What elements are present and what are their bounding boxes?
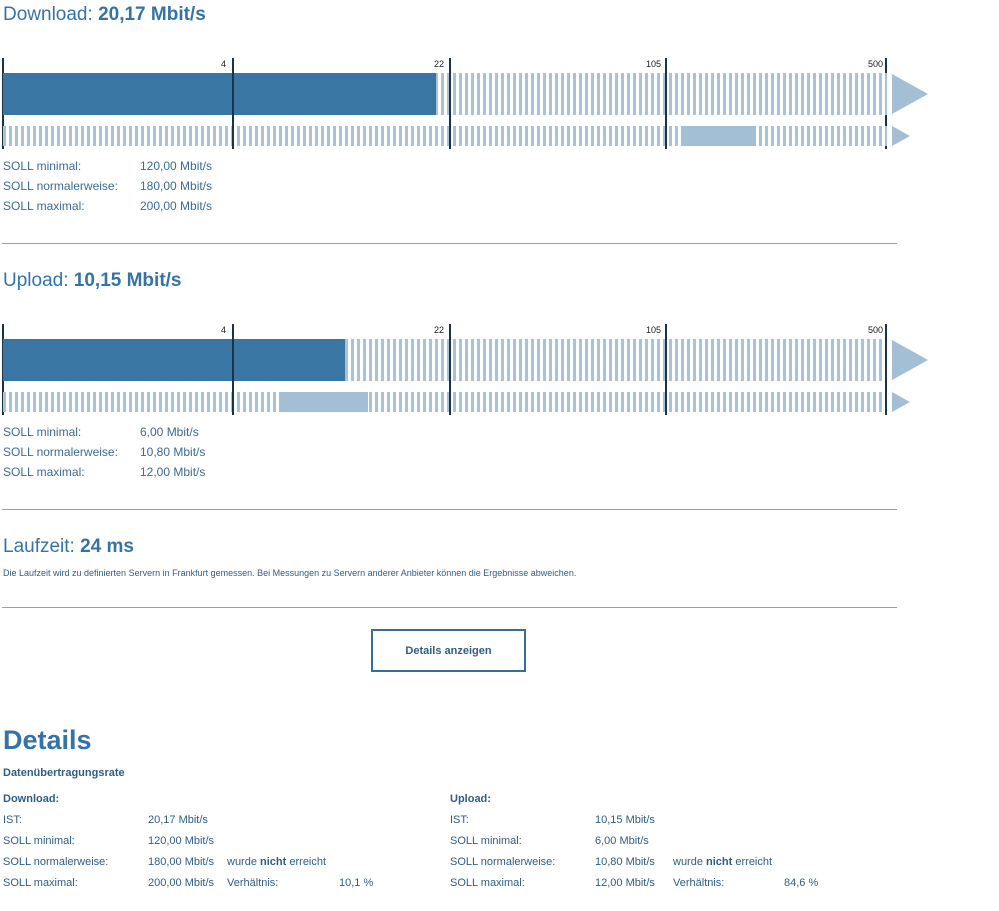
download-ist-bar xyxy=(3,73,887,115)
download-soll-bar xyxy=(3,126,887,146)
arrow-right-icon xyxy=(892,126,910,146)
scale-label: 500 xyxy=(867,59,883,69)
details-download-heading: Download: xyxy=(3,793,60,805)
latency-note: Die Laufzeit wird zu definierten Servern in Frankfurt gemessen. Bei Messungen zu Servern anderer Anbieter können die Ergebnisse abweichen. xyxy=(3,568,577,578)
download-soll-range xyxy=(681,126,756,146)
scale-tick xyxy=(665,324,667,415)
details-download-row: SOLL maximal: 200,00 Mbit/s Verhältnis: 10,1 % xyxy=(3,877,374,889)
latency-title: Laufzeit: 24 ms xyxy=(3,536,134,557)
scale-label: 105 xyxy=(645,59,661,69)
details-subtitle: Datenübertragungsrate xyxy=(3,767,125,779)
download-gauge xyxy=(0,56,940,150)
details-upload-row: SOLL minimal: 6,00 Mbit/s xyxy=(450,835,649,847)
upload-soll-bar xyxy=(3,392,887,412)
scale-tick xyxy=(449,58,451,149)
divider xyxy=(2,607,897,608)
status-not-reached: wurde nicht erreicht xyxy=(227,856,327,868)
details-download-row: SOLL normalerweise: 180,00 Mbit/s wurde nicht erreicht xyxy=(3,856,327,868)
upload-title: Upload: 10,15 Mbit/s xyxy=(3,270,182,291)
divider xyxy=(2,243,897,244)
scale-tick xyxy=(665,58,667,149)
scale-label: 105 xyxy=(645,325,661,335)
details-upload-heading: Upload: xyxy=(450,793,491,805)
details-upload-row: SOLL maximal: 12,00 Mbit/s Verhältnis: 84,6 % xyxy=(450,877,819,889)
scale-tick xyxy=(232,58,234,149)
arrow-right-icon xyxy=(892,74,928,114)
upload-gauge xyxy=(0,322,940,416)
scale-label: 4 xyxy=(220,325,226,335)
details-title: Details xyxy=(3,725,92,755)
details-upload-row: SOLL normalerweise: 10,80 Mbit/s wurde nicht erreicht xyxy=(450,856,773,868)
details-upload-row: IST: 10,15 Mbit/s xyxy=(450,814,655,826)
scale-label: 4 xyxy=(220,59,226,69)
upload-ist-fill xyxy=(3,339,345,381)
upload-value: 10,15 Mbit/s xyxy=(73,270,182,291)
details-button[interactable]: Details anzeigen xyxy=(371,629,526,672)
upload-soll-range xyxy=(279,392,368,412)
download-title: Download: 20,17 Mbit/s xyxy=(3,4,206,25)
latency-value: 24 ms xyxy=(80,536,134,557)
divider xyxy=(2,509,897,510)
scale-tick xyxy=(232,324,234,415)
scale-label: 22 xyxy=(433,59,444,69)
ratio-value: 10,1 % xyxy=(339,877,374,889)
ratio-value: 84,6 % xyxy=(784,877,819,889)
scale-tick xyxy=(449,324,451,415)
arrow-right-icon xyxy=(892,392,910,412)
download-ist-fill xyxy=(3,73,436,115)
status-not-reached: wurde nicht erreicht xyxy=(673,856,773,868)
download-value: 20,17 Mbit/s xyxy=(98,4,206,25)
details-download-row: SOLL minimal: 120,00 Mbit/s xyxy=(3,835,215,847)
upload-ist-bar xyxy=(3,339,887,381)
scale-label: 500 xyxy=(867,325,883,335)
scale-label: 22 xyxy=(433,325,444,335)
arrow-right-icon xyxy=(892,340,928,380)
scale-tick xyxy=(885,324,887,415)
details-download-row: IST: 20,17 Mbit/s xyxy=(3,814,208,826)
